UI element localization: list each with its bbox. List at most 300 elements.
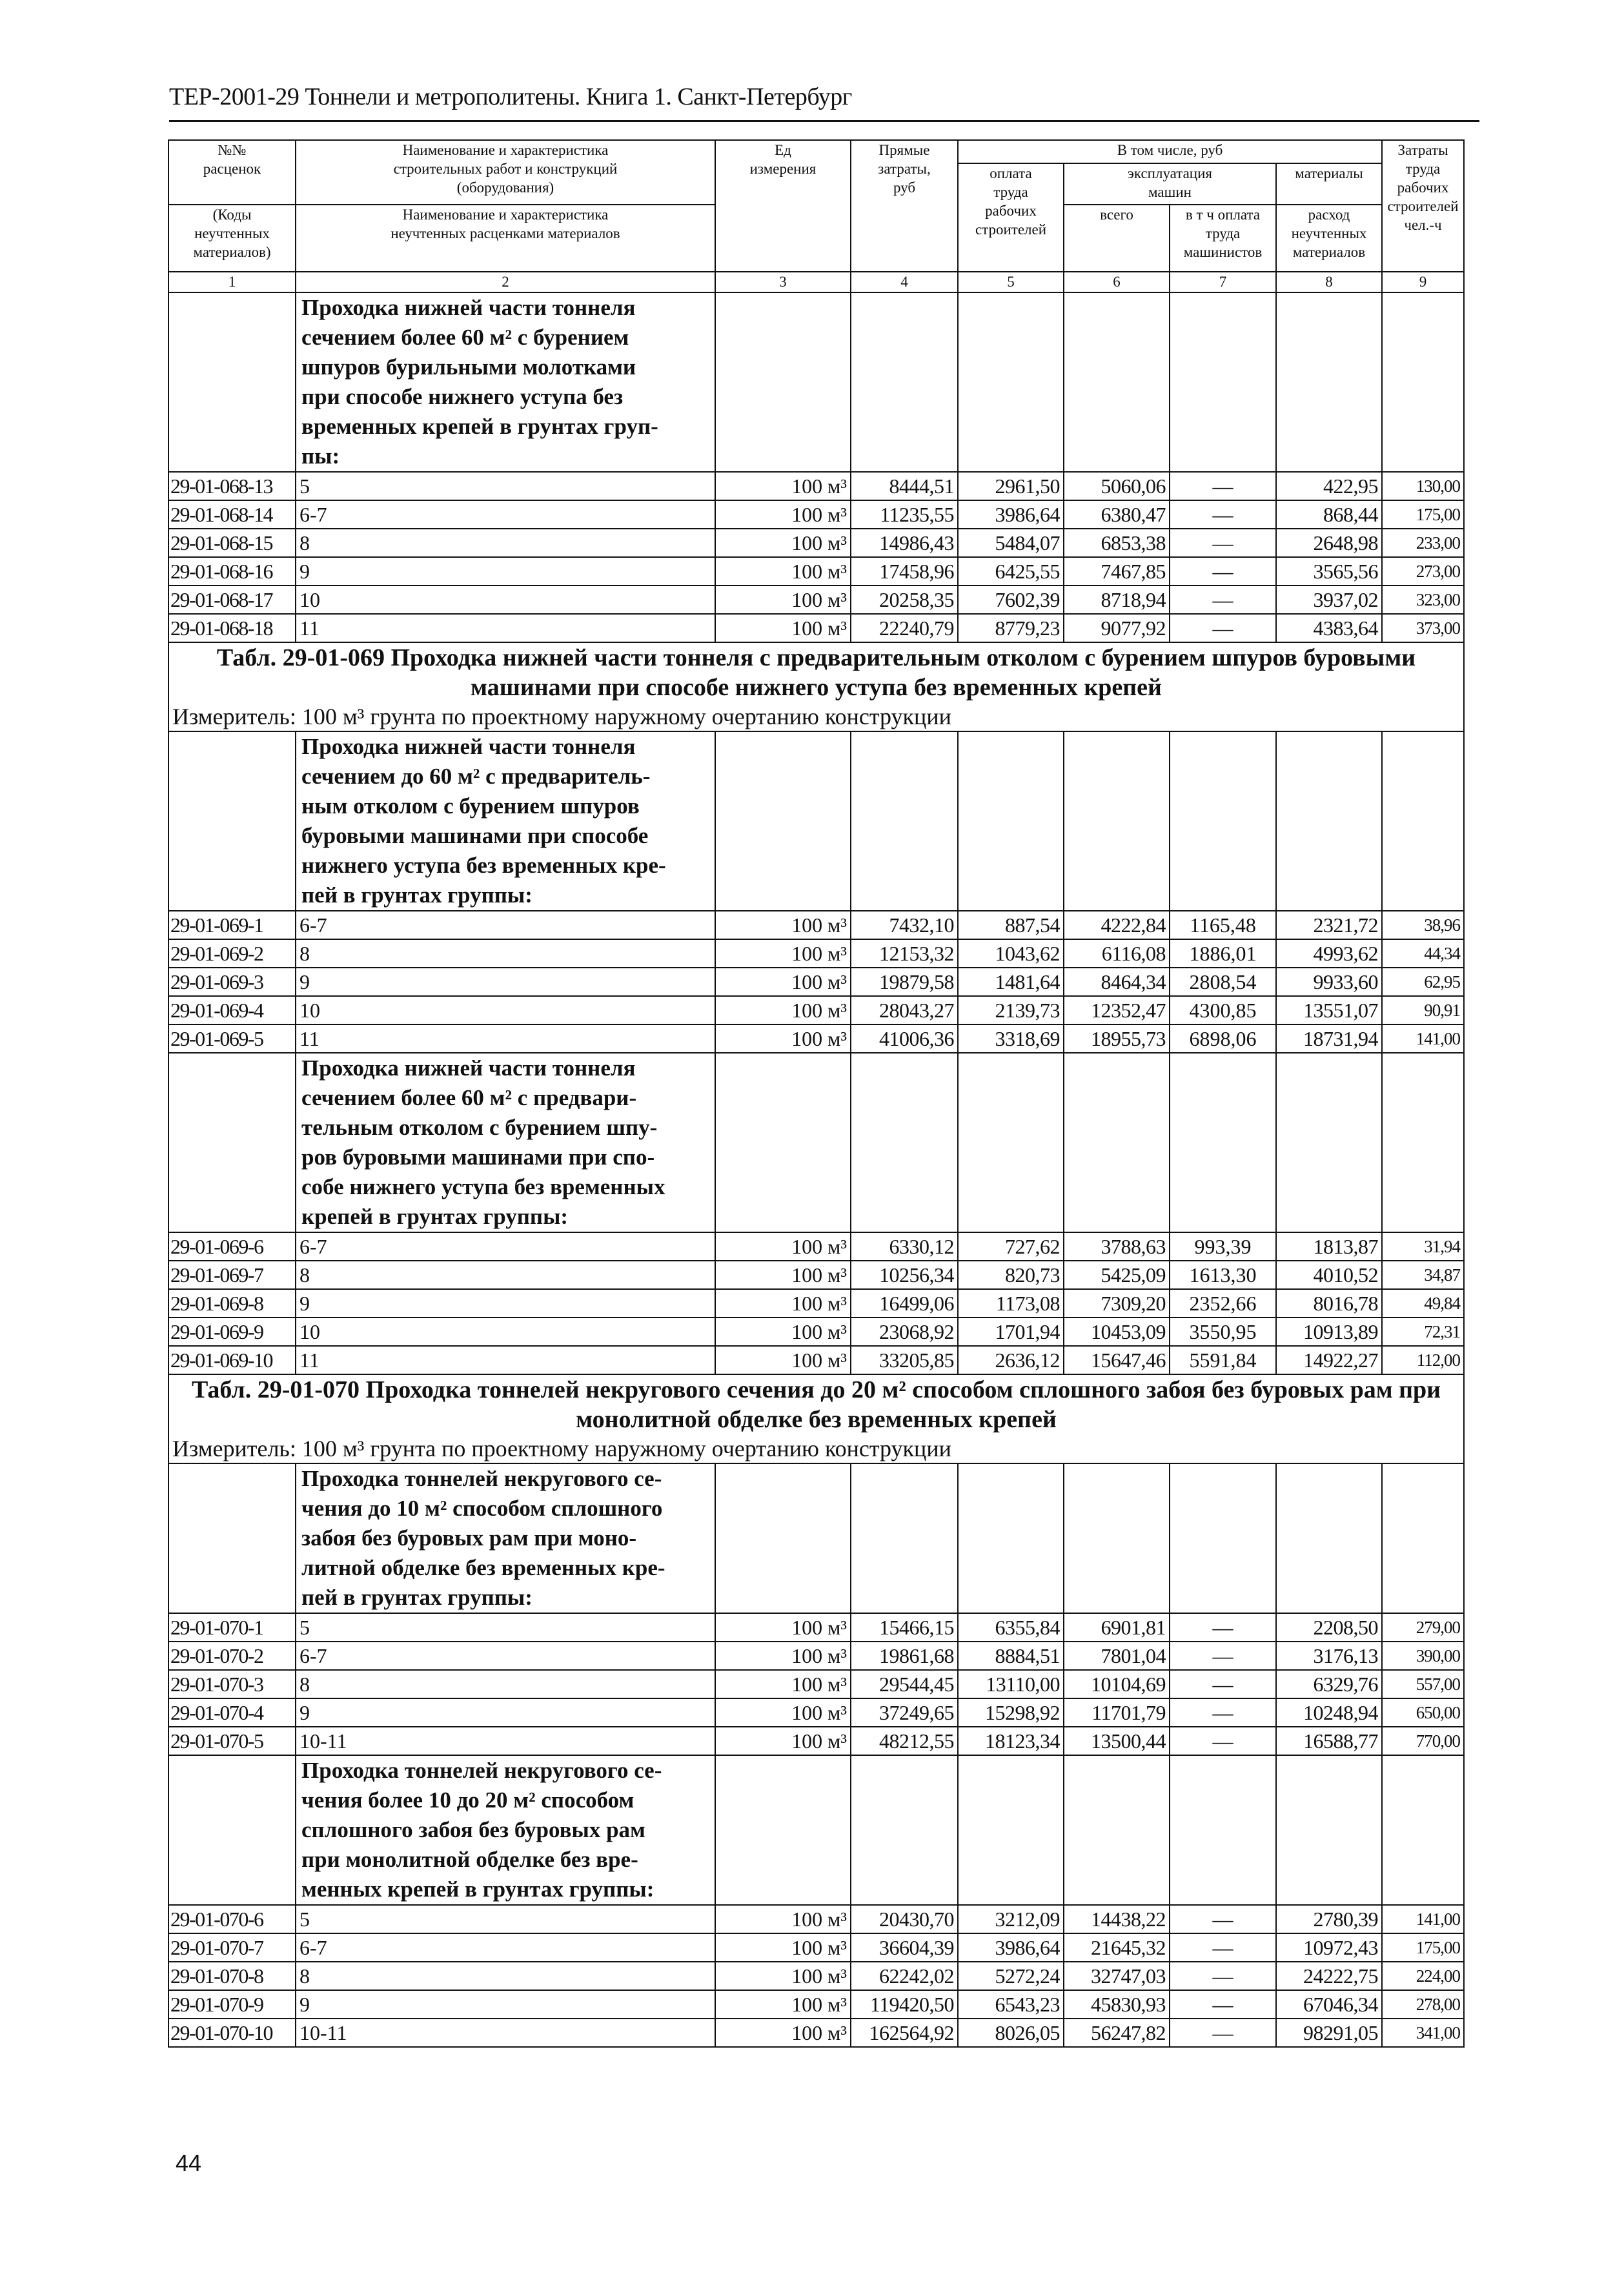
unit: 100 м³ xyxy=(715,2019,851,2047)
labor-costs: 373,00 xyxy=(1382,614,1464,642)
empty-cell xyxy=(851,1463,958,1613)
materials: 2648,98 xyxy=(1276,529,1382,557)
direct-costs: 33205,85 xyxy=(851,1346,958,1374)
rate-code: 29-01-070-7 xyxy=(168,1933,296,1962)
direct-costs: 16499,06 xyxy=(851,1289,958,1318)
header-material-consumption: расход неучтенных материалов xyxy=(1276,205,1382,272)
unit: 100 м³ xyxy=(715,939,851,968)
table-row xyxy=(168,1613,1464,1642)
labor-costs: 44,34 xyxy=(1382,939,1464,968)
soil-group: 8 xyxy=(296,529,715,557)
table-row xyxy=(168,472,1464,500)
header-machines-total: всего xyxy=(1064,205,1170,272)
direct-costs: 36604,39 xyxy=(851,1933,958,1962)
header-work-name: Наименование и характеристика строительных работ и конструкций (оборудования) xyxy=(296,140,715,205)
labor-costs: 233,00 xyxy=(1382,529,1464,557)
materials: 4010,52 xyxy=(1276,1261,1382,1289)
soil-group: 6-7 xyxy=(296,1642,715,1670)
unit: 100 м³ xyxy=(715,1698,851,1727)
operator-pay: 1165,48 xyxy=(1170,911,1276,939)
rate-code: 29-01-070-8 xyxy=(168,1962,296,1990)
rate-code: 29-01-070-6 xyxy=(168,1905,296,1933)
worker-pay: 1481,64 xyxy=(958,968,1064,996)
labor-costs: 557,00 xyxy=(1382,1670,1464,1698)
rate-code: 29-01-070-2 xyxy=(168,1642,296,1670)
worker-pay: 1701,94 xyxy=(958,1318,1064,1346)
worker-pay: 3212,09 xyxy=(958,1905,1064,1933)
machines-total: 7467,85 xyxy=(1064,557,1170,585)
empty-cell xyxy=(1382,1755,1464,1905)
header-operator-pay: в т ч оплата труда машинистов xyxy=(1170,205,1276,272)
direct-costs: 19861,68 xyxy=(851,1642,958,1670)
machines-total: 11701,79 xyxy=(1064,1698,1170,1727)
soil-group: 6-7 xyxy=(296,500,715,529)
worker-pay: 6425,55 xyxy=(958,557,1064,585)
table-row xyxy=(168,1905,1464,1933)
column-number: 2 xyxy=(296,272,715,292)
machines-total: 4222,84 xyxy=(1064,911,1170,939)
labor-costs: 31,94 xyxy=(1382,1232,1464,1261)
group-description-row xyxy=(168,292,1464,472)
worker-pay: 727,62 xyxy=(958,1232,1064,1261)
operator-pay: — xyxy=(1170,1670,1276,1698)
column-number: 1 xyxy=(168,272,296,292)
machines-total: 6901,81 xyxy=(1064,1613,1170,1642)
worker-pay: 2139,73 xyxy=(958,996,1064,1024)
measure-unit: Измеритель: 100 м³ грунта по проектному наружному очертанию конструкции xyxy=(172,1436,951,1461)
table-row xyxy=(168,968,1464,996)
direct-costs: 22240,79 xyxy=(851,614,958,642)
soil-group: 6-7 xyxy=(296,911,715,939)
operator-pay: 5591,84 xyxy=(1170,1346,1276,1374)
direct-costs: 48212,55 xyxy=(851,1727,958,1755)
worker-pay: 2636,12 xyxy=(958,1346,1064,1374)
header-machine-operation: эксплуатация машин xyxy=(1064,163,1276,205)
rate-code: 29-01-069-3 xyxy=(168,968,296,996)
empty-cell xyxy=(168,1755,296,1905)
empty-cell xyxy=(168,731,296,911)
unit: 100 м³ xyxy=(715,1990,851,2019)
column-number: 4 xyxy=(851,272,958,292)
table-row xyxy=(168,1024,1464,1053)
labor-costs: 273,00 xyxy=(1382,557,1464,585)
column-number: 5 xyxy=(958,272,1064,292)
soil-group: 10-11 xyxy=(296,1727,715,1755)
labor-costs: 175,00 xyxy=(1382,500,1464,529)
operator-pay: 6898,06 xyxy=(1170,1024,1276,1053)
soil-group: 9 xyxy=(296,1698,715,1727)
empty-cell xyxy=(1276,1755,1382,1905)
unit: 100 м³ xyxy=(715,1289,851,1318)
column-numbers-row xyxy=(168,272,1464,292)
soil-group: 9 xyxy=(296,1990,715,2019)
worker-pay: 2961,50 xyxy=(958,472,1064,500)
machines-total: 10104,69 xyxy=(1064,1670,1170,1698)
empty-cell xyxy=(851,1755,958,1905)
materials: 4383,64 xyxy=(1276,614,1382,642)
column-number: 7 xyxy=(1170,272,1276,292)
unit: 100 м³ xyxy=(715,996,851,1024)
direct-costs: 41006,36 xyxy=(851,1024,958,1053)
direct-costs: 23068,92 xyxy=(851,1318,958,1346)
table-row xyxy=(168,911,1464,939)
materials: 98291,05 xyxy=(1276,2019,1382,2047)
operator-pay: 1886,01 xyxy=(1170,939,1276,968)
operator-pay: — xyxy=(1170,585,1276,614)
header-material-codes: (Коды неучтенных материалов) xyxy=(168,205,296,272)
table-row xyxy=(168,1642,1464,1670)
labor-costs: 141,00 xyxy=(1382,1905,1464,1933)
rate-code: 29-01-068-13 xyxy=(168,472,296,500)
materials: 10248,94 xyxy=(1276,1698,1382,1727)
materials: 8016,78 xyxy=(1276,1289,1382,1318)
machines-total: 7309,20 xyxy=(1064,1289,1170,1318)
header-rule xyxy=(169,120,1479,122)
rate-code: 29-01-068-17 xyxy=(168,585,296,614)
table-title-cell xyxy=(168,1374,1464,1463)
group-description-row xyxy=(168,731,1464,911)
soil-group: 6-7 xyxy=(296,1933,715,1962)
materials: 10972,43 xyxy=(1276,1933,1382,1962)
soil-group: 11 xyxy=(296,614,715,642)
rate-code: 29-01-069-1 xyxy=(168,911,296,939)
operator-pay: — xyxy=(1170,1905,1276,1933)
operator-pay: — xyxy=(1170,1613,1276,1642)
unit: 100 м³ xyxy=(715,557,851,585)
soil-group: 5 xyxy=(296,1613,715,1642)
machines-total: 8718,94 xyxy=(1064,585,1170,614)
worker-pay: 887,54 xyxy=(958,911,1064,939)
worker-pay: 3986,64 xyxy=(958,500,1064,529)
rate-code: 29-01-068-16 xyxy=(168,557,296,585)
operator-pay: — xyxy=(1170,529,1276,557)
operator-pay: 2352,66 xyxy=(1170,1289,1276,1318)
worker-pay: 8779,23 xyxy=(958,614,1064,642)
materials: 18731,94 xyxy=(1276,1024,1382,1053)
machines-total: 6853,38 xyxy=(1064,529,1170,557)
labor-costs: 650,00 xyxy=(1382,1698,1464,1727)
rate-code: 29-01-068-15 xyxy=(168,529,296,557)
direct-costs: 119420,50 xyxy=(851,1990,958,2019)
soil-group: 8 xyxy=(296,1261,715,1289)
empty-cell xyxy=(958,731,1064,911)
machines-total: 21645,32 xyxy=(1064,1933,1170,1962)
group-description-row xyxy=(168,1463,1464,1613)
materials: 14922,27 xyxy=(1276,1346,1382,1374)
table-row xyxy=(168,939,1464,968)
labor-costs: 278,00 xyxy=(1382,1990,1464,2019)
labor-costs: 72,31 xyxy=(1382,1318,1464,1346)
group-description: Проходка нижней части тоннеля сечением до 60 м² с предваритель- ным отколом с бурением шпуров буровыми машинами при способе нижнего уступа без временных кре- пей в грунтах группы: xyxy=(296,731,715,911)
labor-costs: 38,96 xyxy=(1382,911,1464,939)
table-row xyxy=(168,1670,1464,1698)
table-title-row xyxy=(168,642,1464,731)
empty-cell xyxy=(958,1463,1064,1613)
table-row xyxy=(168,1962,1464,1990)
rate-code: 29-01-069-9 xyxy=(168,1318,296,1346)
group-description-row xyxy=(168,1053,1464,1232)
labor-costs: 130,00 xyxy=(1382,472,1464,500)
empty-cell xyxy=(851,1053,958,1232)
operator-pay: — xyxy=(1170,614,1276,642)
worker-pay: 3318,69 xyxy=(958,1024,1064,1053)
labor-costs: 770,00 xyxy=(1382,1727,1464,1755)
worker-pay: 3986,64 xyxy=(958,1933,1064,1962)
empty-cell xyxy=(715,292,851,472)
empty-cell xyxy=(715,1463,851,1613)
materials: 24222,75 xyxy=(1276,1962,1382,1990)
materials: 3565,56 xyxy=(1276,557,1382,585)
unit: 100 м³ xyxy=(715,1346,851,1374)
direct-costs: 10256,34 xyxy=(851,1261,958,1289)
machines-total: 13500,44 xyxy=(1064,1727,1170,1755)
empty-cell xyxy=(715,1755,851,1905)
table-row xyxy=(168,996,1464,1024)
empty-cell xyxy=(1382,731,1464,911)
machines-total: 12352,47 xyxy=(1064,996,1170,1024)
materials: 1813,87 xyxy=(1276,1232,1382,1261)
machines-total: 3788,63 xyxy=(1064,1232,1170,1261)
table-row xyxy=(168,529,1464,557)
direct-costs: 17458,96 xyxy=(851,557,958,585)
direct-costs: 7432,10 xyxy=(851,911,958,939)
empty-cell xyxy=(715,1053,851,1232)
materials: 4993,62 xyxy=(1276,939,1382,968)
unit: 100 м³ xyxy=(715,1670,851,1698)
rate-code: 29-01-068-18 xyxy=(168,614,296,642)
rate-code: 29-01-068-14 xyxy=(168,500,296,529)
table-row xyxy=(168,1933,1464,1962)
empty-cell xyxy=(1170,292,1276,472)
soil-group: 8 xyxy=(296,1670,715,1698)
empty-cell xyxy=(715,731,851,911)
labor-costs: 390,00 xyxy=(1382,1642,1464,1670)
direct-costs: 19879,58 xyxy=(851,968,958,996)
rate-code: 29-01-070-5 xyxy=(168,1727,296,1755)
operator-pay: — xyxy=(1170,1727,1276,1755)
direct-costs: 20430,70 xyxy=(851,1905,958,1933)
worker-pay: 18123,34 xyxy=(958,1727,1064,1755)
materials: 10913,89 xyxy=(1276,1318,1382,1346)
group-description: Проходка тоннелей некругового се- чения более 10 до 20 м² способом сплошного забоя без буровых рам при монолитной обделке без вре- менных крепей в грунтах группы: xyxy=(296,1755,715,1905)
table-row xyxy=(168,1346,1464,1374)
labor-costs: 341,00 xyxy=(1382,2019,1464,2047)
empty-cell xyxy=(1276,292,1382,472)
unit: 100 м³ xyxy=(715,911,851,939)
rate-code: 29-01-069-8 xyxy=(168,1289,296,1318)
unit: 100 м³ xyxy=(715,1613,851,1642)
machines-total: 15647,46 xyxy=(1064,1346,1170,1374)
rate-code: 29-01-069-6 xyxy=(168,1232,296,1261)
machines-total: 10453,09 xyxy=(1064,1318,1170,1346)
machines-total: 45830,93 xyxy=(1064,1990,1170,2019)
empty-cell xyxy=(1276,1463,1382,1613)
operator-pay: 1613,30 xyxy=(1170,1261,1276,1289)
machines-total: 9077,92 xyxy=(1064,614,1170,642)
empty-cell xyxy=(958,1053,1064,1232)
rate-code: 29-01-069-4 xyxy=(168,996,296,1024)
direct-costs: 28043,27 xyxy=(851,996,958,1024)
direct-costs: 62242,02 xyxy=(851,1962,958,1990)
empty-cell xyxy=(1276,1053,1382,1232)
soil-group: 5 xyxy=(296,1905,715,1933)
soil-group: 5 xyxy=(296,472,715,500)
operator-pay: 993,39 xyxy=(1170,1232,1276,1261)
empty-cell xyxy=(168,1053,296,1232)
materials: 3937,02 xyxy=(1276,585,1382,614)
operator-pay: — xyxy=(1170,1642,1276,1670)
worker-pay: 13110,00 xyxy=(958,1670,1064,1698)
rate-code: 29-01-069-10 xyxy=(168,1346,296,1374)
unit: 100 м³ xyxy=(715,1024,851,1053)
group-description-row xyxy=(168,1755,1464,1905)
soil-group: 6-7 xyxy=(296,1232,715,1261)
table-row xyxy=(168,1727,1464,1755)
labor-costs: 141,00 xyxy=(1382,1024,1464,1053)
column-number: 9 xyxy=(1382,272,1464,292)
empty-cell xyxy=(1064,1463,1170,1613)
operator-pay: — xyxy=(1170,1962,1276,1990)
empty-cell xyxy=(1170,731,1276,911)
empty-cell xyxy=(851,292,958,472)
worker-pay: 6355,84 xyxy=(958,1613,1064,1642)
labor-costs: 323,00 xyxy=(1382,585,1464,614)
unit: 100 м³ xyxy=(715,500,851,529)
unit: 100 м³ xyxy=(715,1727,851,1755)
unit: 100 м³ xyxy=(715,968,851,996)
labor-costs: 49,84 xyxy=(1382,1289,1464,1318)
unit: 100 м³ xyxy=(715,1318,851,1346)
operator-pay: — xyxy=(1170,1990,1276,2019)
materials: 2780,39 xyxy=(1276,1905,1382,1933)
operator-pay: — xyxy=(1170,500,1276,529)
worker-pay: 15298,92 xyxy=(958,1698,1064,1727)
direct-costs: 29544,45 xyxy=(851,1670,958,1698)
empty-cell xyxy=(1170,1463,1276,1613)
rate-code: 29-01-069-7 xyxy=(168,1261,296,1289)
labor-costs: 112,00 xyxy=(1382,1346,1464,1374)
materials: 67046,34 xyxy=(1276,1990,1382,2019)
empty-cell xyxy=(1276,731,1382,911)
labor-costs: 279,00 xyxy=(1382,1613,1464,1642)
machines-total: 8464,34 xyxy=(1064,968,1170,996)
machines-total: 14438,22 xyxy=(1064,1905,1170,1933)
unit: 100 м³ xyxy=(715,585,851,614)
direct-costs: 11235,55 xyxy=(851,500,958,529)
direct-costs: 20258,35 xyxy=(851,585,958,614)
table-title: Табл. 29-01-069 Проходка нижней части тоннеля с предварительным отколом с бурением шпуров буровыми машинами при способе нижнего уступа без временных крепей xyxy=(216,644,1416,701)
worker-pay: 8884,51 xyxy=(958,1642,1064,1670)
rate-code: 29-01-069-2 xyxy=(168,939,296,968)
materials: 16588,77 xyxy=(1276,1727,1382,1755)
empty-cell xyxy=(851,731,958,911)
rate-code: 29-01-070-4 xyxy=(168,1698,296,1727)
direct-costs: 8444,51 xyxy=(851,472,958,500)
machines-total: 56247,82 xyxy=(1064,2019,1170,2047)
table-row xyxy=(168,1289,1464,1318)
unit: 100 м³ xyxy=(715,472,851,500)
soil-group: 10 xyxy=(296,996,715,1024)
header-direct-costs: Прямые затраты, руб xyxy=(851,140,958,272)
header-labor-costs: Затраты труда рабочих строителей чел.-ч xyxy=(1382,140,1464,272)
materials: 868,44 xyxy=(1276,500,1382,529)
worker-pay: 5272,24 xyxy=(958,1962,1064,1990)
column-number: 3 xyxy=(715,272,851,292)
header-worker-pay: оплата труда рабочих строителей xyxy=(958,163,1064,272)
materials: 2208,50 xyxy=(1276,1613,1382,1642)
empty-cell xyxy=(1064,1053,1170,1232)
rate-code: 29-01-069-5 xyxy=(168,1024,296,1053)
table-row xyxy=(168,1318,1464,1346)
group-description: Проходка нижней части тоннеля сечением более 60 м² с бурением шпуров бурильными молотками при способе нижнего уступа без временных крепей в грунтах груп- пы: xyxy=(296,292,715,472)
rate-code: 29-01-070-1 xyxy=(168,1613,296,1642)
soil-group: 10 xyxy=(296,1318,715,1346)
labor-costs: 34,87 xyxy=(1382,1261,1464,1289)
empty-cell xyxy=(1170,1755,1276,1905)
machines-total: 6116,08 xyxy=(1064,939,1170,968)
soil-group: 11 xyxy=(296,1024,715,1053)
running-head: ТЕР-2001-29 Тоннели и метрополитены. Книга 1. Санкт-Петербург xyxy=(169,83,852,110)
table-row xyxy=(168,2019,1464,2047)
machines-total: 7801,04 xyxy=(1064,1642,1170,1670)
group-description: Проходка тоннелей некругового се- чения до 10 м² способом сплошного забоя без буровых рам при моно- литной обделке без временных кре- пей в грунтах группы: xyxy=(296,1463,715,1613)
materials: 6329,76 xyxy=(1276,1670,1382,1698)
soil-group: 8 xyxy=(296,1962,715,1990)
unit: 100 м³ xyxy=(715,1962,851,1990)
materials: 9933,60 xyxy=(1276,968,1382,996)
table-row xyxy=(168,1990,1464,2019)
machines-total: 5425,09 xyxy=(1064,1261,1170,1289)
group-description: Проходка нижней части тоннеля сечением более 60 м² с предвари- тельным отколом с бурением шпу- ров буровыми машинами при спо- собе нижнего уступа без временных крепей в грунтах группы: xyxy=(296,1053,715,1232)
soil-group: 10-11 xyxy=(296,2019,715,2047)
operator-pay: — xyxy=(1170,2019,1276,2047)
operator-pay: — xyxy=(1170,557,1276,585)
operator-pay: — xyxy=(1170,1933,1276,1962)
machines-total: 18955,73 xyxy=(1064,1024,1170,1053)
table-title: Табл. 29-01-070 Проходка тоннелей некругового сечения до 20 м² способом сплошного забоя без буровых рам при монолитной обделке без временных крепей xyxy=(191,1376,1441,1433)
worker-pay: 820,73 xyxy=(958,1261,1064,1289)
operator-pay: — xyxy=(1170,1698,1276,1727)
header-materials: материалы xyxy=(1276,163,1382,205)
table-row xyxy=(168,557,1464,585)
header-unit: Ед измерения xyxy=(715,140,851,272)
direct-costs: 12153,32 xyxy=(851,939,958,968)
materials: 3176,13 xyxy=(1276,1642,1382,1670)
table-row xyxy=(168,500,1464,529)
empty-cell xyxy=(168,1463,296,1613)
operator-pay: 2808,54 xyxy=(1170,968,1276,996)
soil-group: 9 xyxy=(296,968,715,996)
materials: 13551,07 xyxy=(1276,996,1382,1024)
rate-code: 29-01-070-3 xyxy=(168,1670,296,1698)
soil-group: 9 xyxy=(296,1289,715,1318)
soil-group: 10 xyxy=(296,585,715,614)
materials: 2321,72 xyxy=(1276,911,1382,939)
empty-cell xyxy=(1064,1755,1170,1905)
machines-total: 32747,03 xyxy=(1064,1962,1170,1990)
direct-costs: 15466,15 xyxy=(851,1613,958,1642)
soil-group: 11 xyxy=(296,1346,715,1374)
measure-unit: Измеритель: 100 м³ грунта по проектному наружному очертанию конструкции xyxy=(172,704,951,729)
empty-cell xyxy=(1064,292,1170,472)
column-number: 8 xyxy=(1276,272,1382,292)
unit: 100 м³ xyxy=(715,614,851,642)
unit: 100 м³ xyxy=(715,1642,851,1670)
empty-cell xyxy=(958,1755,1064,1905)
table-row xyxy=(168,1261,1464,1289)
empty-cell xyxy=(1382,1053,1464,1232)
header-including: В том числе, руб xyxy=(958,140,1382,163)
